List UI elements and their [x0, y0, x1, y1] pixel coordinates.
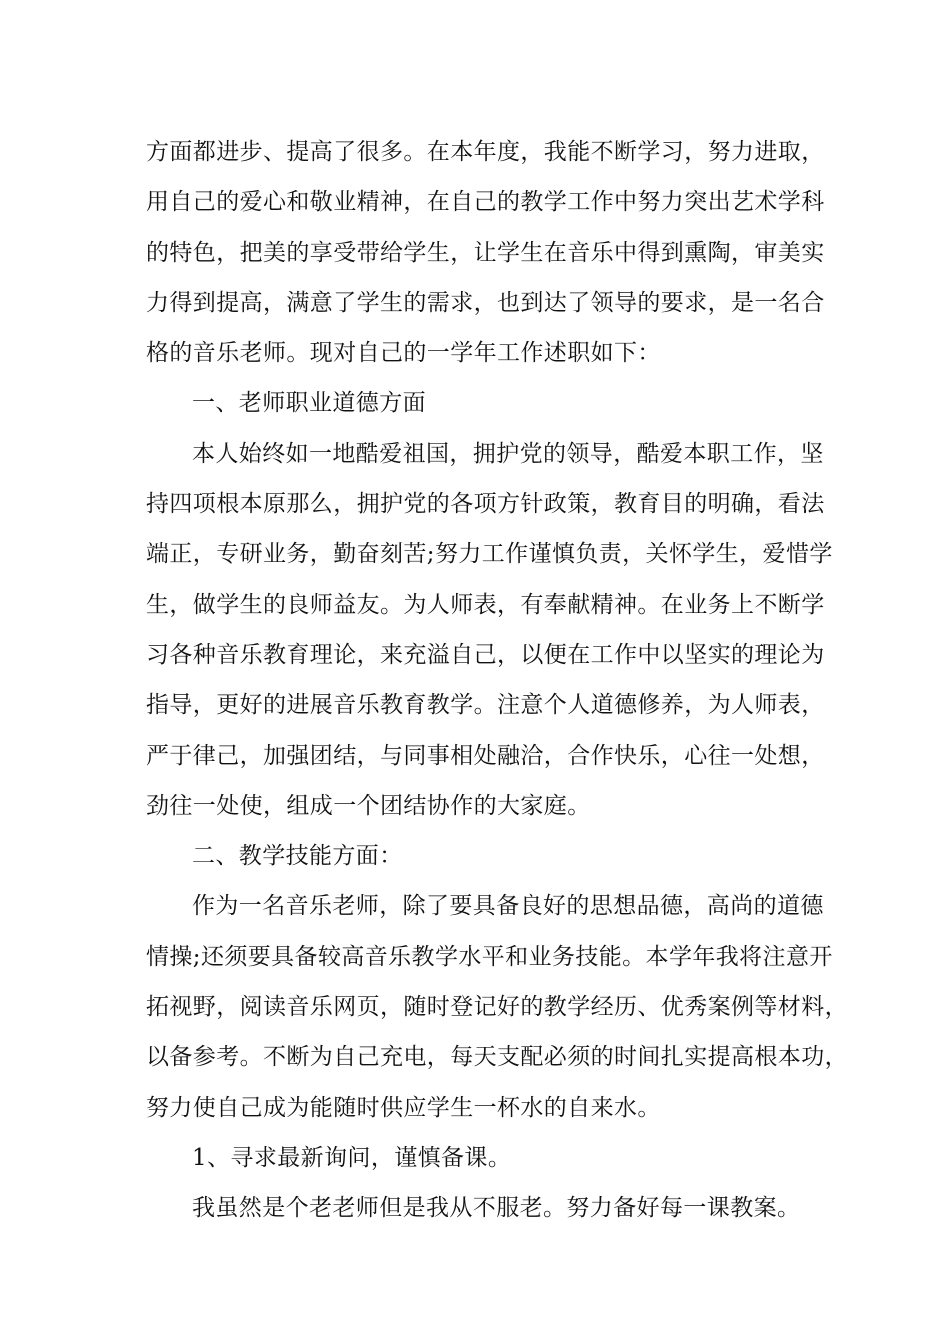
text-line: 端正，专研业务，勤奋刻苦;努力工作谨慎负责，关怀学生，爱惜学	[146, 541, 833, 568]
text-line: 劲往一处使，组成一个团结协作的大家庭。	[146, 792, 591, 819]
text-line: 努力使自己成为能随时供应学生一杯水的自来水。	[146, 1094, 661, 1121]
subsection-heading: 1、寻求最新询问，谨慎备课。	[192, 1144, 512, 1171]
paragraph-start: 本人始终如一地酷爱祖国，拥护党的领导，酷爱本职工作，坚	[192, 440, 824, 467]
section-heading: 二、教学技能方面：	[192, 843, 403, 870]
text-line: 拓视野，阅读音乐网页，随时登记好的教学经历、优秀案例等材料，	[146, 994, 848, 1021]
text-line: 情操;还须要具备较高音乐教学水平和业务技能。本学年我将注意开	[146, 943, 833, 970]
text-line: 方面都进步、提高了很多。在本年度，我能不断学习，努力进取，	[146, 139, 825, 165]
text-line: 习各种音乐教育理论，来充溢自己，以便在工作中以坚实的理论为	[146, 641, 825, 668]
text-line: 用自己的爱心和敬业精神，在自己的教学工作中努力突出艺术学科	[146, 189, 825, 216]
text-line: 生，做学生的良师益友。为人师表，有奉献精神。在业务上不断学	[146, 591, 825, 618]
paragraph-start: 作为一名音乐老师，除了要具备良好的思想品德，高尚的道德	[192, 893, 824, 920]
text-line: 持四项根本原那么，拥护党的各项方针政策，教育目的明确，看法	[146, 491, 825, 518]
text-line: 指导，更好的进展音乐教育教学。注意个人道德修养，为人师表，	[146, 692, 825, 719]
text-line: 严于律己，加强团结，与同事相处融洽，合作快乐，心往一处想，	[146, 742, 825, 769]
text-line: 力得到提高，满意了学生的需求，也到达了领导的要求，是一名合	[146, 289, 825, 316]
text-line: 的特色，把美的享受带给学生，让学生在音乐中得到熏陶，审美实	[146, 239, 825, 266]
document-body	[146, 131, 848, 1238]
text-line: 以备参考。不断为自己充电，每天支配必须的时间扎实提高根本功，	[146, 1044, 848, 1071]
text-line: 格的音乐老师。现对自己的一学年工作述职如下：	[146, 340, 661, 367]
section-heading: 一、老师职业道德方面	[192, 390, 426, 417]
paragraph-start: 我虽然是个老老师但是我从不服老。努力备好每一课教案。	[192, 1195, 801, 1222]
